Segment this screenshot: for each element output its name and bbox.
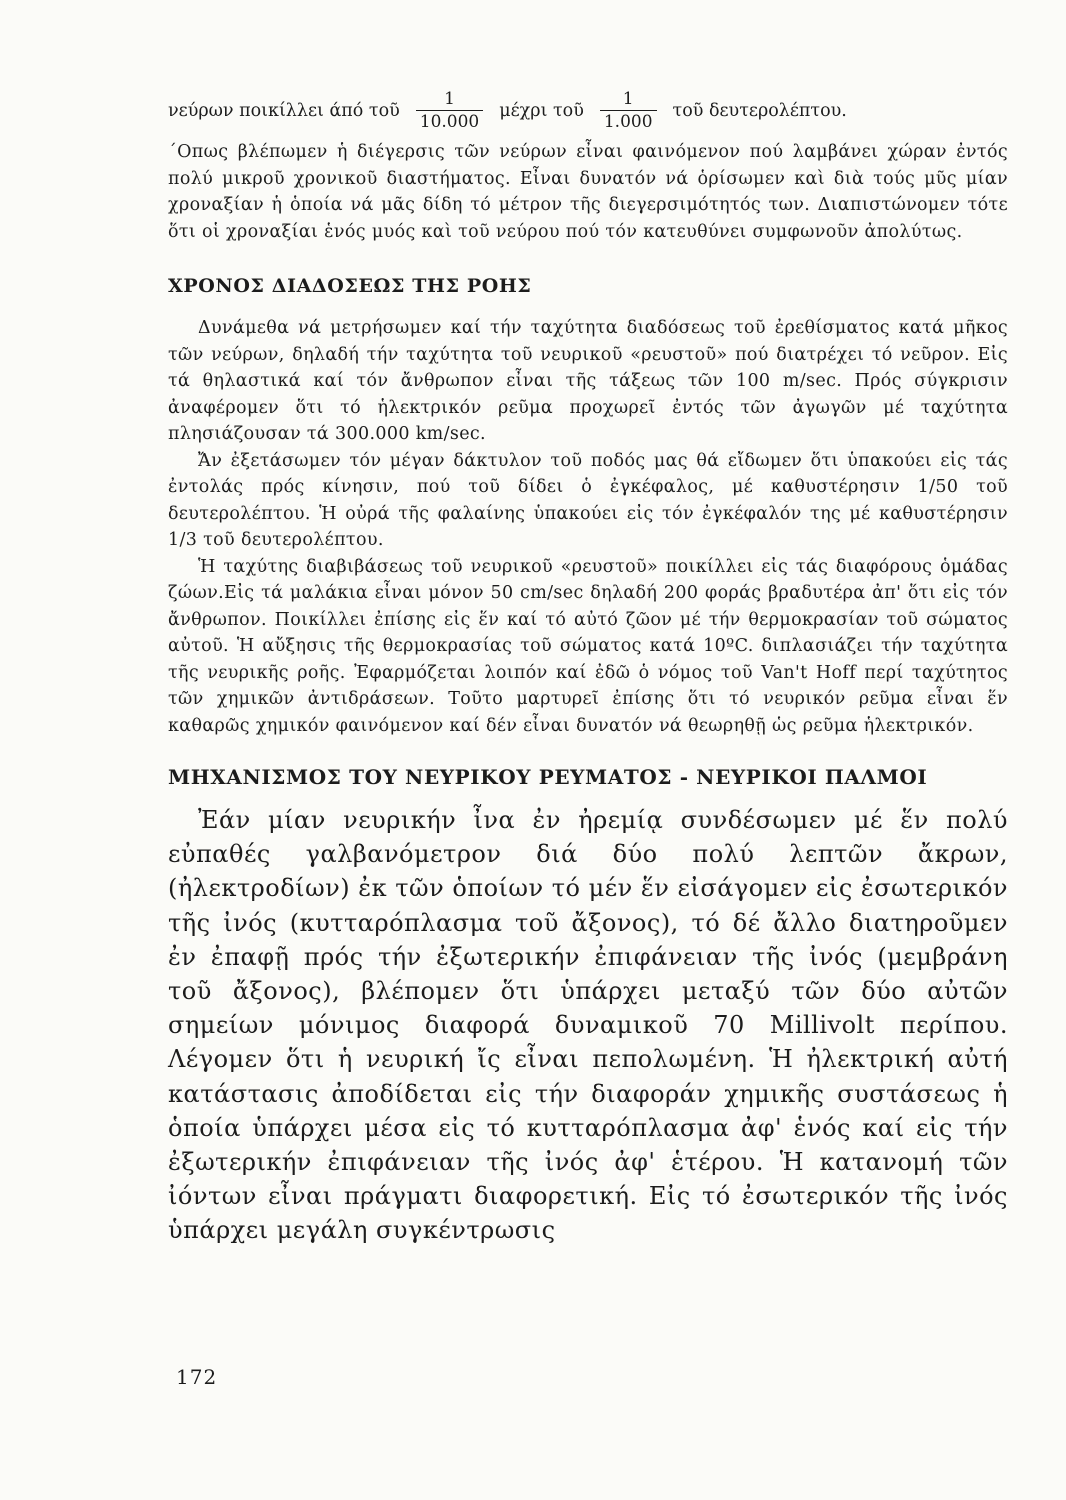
paragraph-galvanometer: Ἐάν μίαν νευρικήν ἶνα ἐν ἠρεμίᾳ συνδέσωμεν μέ ἕν πολύ εὐπαθές γαλβανόμετρον διά δύο πολύ λεπτῶν ἄκρων, (ἠλεκτροδίων) ἐκ τῶν ὁποίων τό μέν ἕν εἰσάγομεν εἰς ἐσωτερικόν τῆς ἰνός (κυτταρόπλασμα τοῦ ἄξονος), τό δέ ἄλλο διατηροῦμεν ἐν ἐπαφῇ πρός τήν ἐξωτερικήν ἐπιφάνειαν τῆς ἰνός (μεμβράνη τοῦ ἄξονος), βλέπομεν ὅτι ὑπάρχει μεταξύ τῶν δύο αὐτῶν σημείων μόνιμος διαφορά δυναμικοῦ 70 Millivolt περίπου. Λέγομεν ὅτι ἡ νευρική ἴς εἶναι πεπολωμένη. Ἡ ἠλεκτρική αὐτή κατάστασις ἀποδίδεται εἰς τήν διαφοράν χημικῆς συστάσεως ἡ ὁποία ὑπάρχει μέσα εἰς τό κυτταρόπλασμα ἀφ' ἑνός καί εἰς τήν ἐξωτερικήν ἐπιφάνειαν τῆς ἰνός ἀφ' ἑτέρου. Ἡ κατανομή τῶν ἰόντων εἶναι πράγματι διαφορετική. Εἰς τό ἐσωτερικόν τῆς ἰνός ὑπάρχει μεγάλη συγκέντρωσις bbox=[168, 806, 1008, 1245]
fraction-denominator: 10.000 bbox=[416, 110, 483, 133]
fraction-numerator: 1 bbox=[444, 89, 455, 109]
fraction-one-thousandth bbox=[600, 88, 657, 133]
page-number: 172 bbox=[176, 1365, 218, 1389]
fraction-line bbox=[168, 88, 1008, 133]
paragraph-chronaxy: ΄Οπως βλέπωμεν ἡ διέγερσις τῶν νεύρων εἶναι φαινόμενον πού λαμβάνει χώραν ἐντός πολύ μικροῦ χρονικοῦ διαστήματος. Εἶναι δυνατόν νά ὁρίσωμεν καὶ διὰ τούς μῦς μίαν χροναξίαν ἡ ὁποία νά μᾶς δίδη τό μέτρον τῆς διεγερσιμότητός των. Διαπιστώνομεν τότε ὅτι οἱ χροναξίαι ἑνός μυός καὶ τοῦ νεύρου πού τόν κατευθύνει συμφωνοῦν ἀπολύτως. bbox=[168, 142, 1008, 242]
fraction-denominator: 1.000 bbox=[600, 110, 657, 133]
fraction-prefix: νεύρων ποικίλλει άπό τοῦ bbox=[168, 100, 400, 121]
paragraph-toe-delay: Ἄν ἐξετάσωμεν τόν μέγαν δάκτυλον τοῦ ποδός μας θά εἴδωμεν ὅτι ὑπακούει εἰς τάς ἐντολάς πρός κίνησιν, πού τοῦ δίδει ὁ ἐγκέφαλος, μέ καθυστέρησιν 1/50 τοῦ δευτερολέπτου. Ἡ οὐρά τῆς φαλαίνης ὑπακούει εἰς τόν ἐγκέφαλόν της μέ καθυστέρησιν 1/3 τοῦ δευτερολέπτου. bbox=[168, 450, 1008, 550]
section-heading-nerve-mechanism: ΜΗΧΑΝΙΣΜΟΣ ΤΟΥ ΝΕΥΡΙΚΟΥ ΡΕΥΜΑΤΟΣ - ΝΕΥΡΙΚΟΙ ΠΑΛΜΟΙ bbox=[168, 765, 928, 789]
section-heading-propagation-time: ΧΡΟΝΟΣ ΔΙΑΔΟΣΕΩΣ ΤΗΣ ΡΟΗΣ bbox=[168, 275, 532, 297]
fraction-middle: μέχρι τοῦ bbox=[499, 100, 584, 121]
fraction-numerator: 1 bbox=[622, 89, 634, 109]
fraction-one-ten-thousandth bbox=[416, 88, 483, 133]
paragraph-speed-variation: Ἡ ταχύτης διαβιβάσεως τοῦ νευρικοῦ «ρευστοῦ» ποικίλλει εἰς τάς διαφόρους ὁμάδας ζώων.Εἰς τά μαλάκια εἶναι μόνον 50 cm/sec δηλαδή 200 φοράς βραδυτέρα ἀπ' ὅτι εἰς τόν ἄνθρωπον. Ποικίλλει ἐπίσης εἰς ἕν καί τό αὐτό ζῶον μέ τήν θερμοκρασίαν τοῦ σώματος αὐτοῦ. Ἡ αὔξησις τῆς θερμοκρασίας τοῦ σώματος κατά 10ºC. διπλασιάζει τήν ταχύτητα τῆς νευρικῆς ροῆς. Ἐφαρμόζεται λοιπόν καί ἐδῶ ὁ νόμος τοῦ Van't Hoff περί ταχύτητος τῶν χημικῶν ἀντιδράσεων. Τοῦτο μαρτυρεῖ ἐπίσης ὅτι τό νευρικόν ρεῦμα εἶναι ἕν καθαρῶς χημικόν φαινόμενον καί δέν εἶναι δυνατόν νά θεωρηθῇ ὡς ρεῦμα ἡλεκτρικόν. bbox=[168, 556, 1008, 736]
fraction-suffix: τοῦ δευτερολέπτου. bbox=[672, 100, 847, 121]
paragraph-propagation-speed: Δυνάμεθα νά μετρήσωμεν καί τήν ταχύτητα διαδόσεως τοῦ ἐρεθίσματος κατά μῆκος τῶν νεύρων, δηλαδή τήν ταχύτητα τοῦ νευρικοῦ «ρευστοῦ» πού διατρέχει τό νεῦρον. Εἰς τά θηλαστικά καί τόν ἄνθρωπον εἶναι τῆς τάξεως τῶν 100 m/sec. Πρός σύγκρισιν ἀναφέρομεν ὅτι τό ἡλεκτρικόν ρεῦμα προχωρεῖ ἐντός τῶν ἀγωγῶν μέ ταχύτητα πλησιάζουσαν τά 300.000 km/sec. bbox=[168, 318, 1008, 444]
